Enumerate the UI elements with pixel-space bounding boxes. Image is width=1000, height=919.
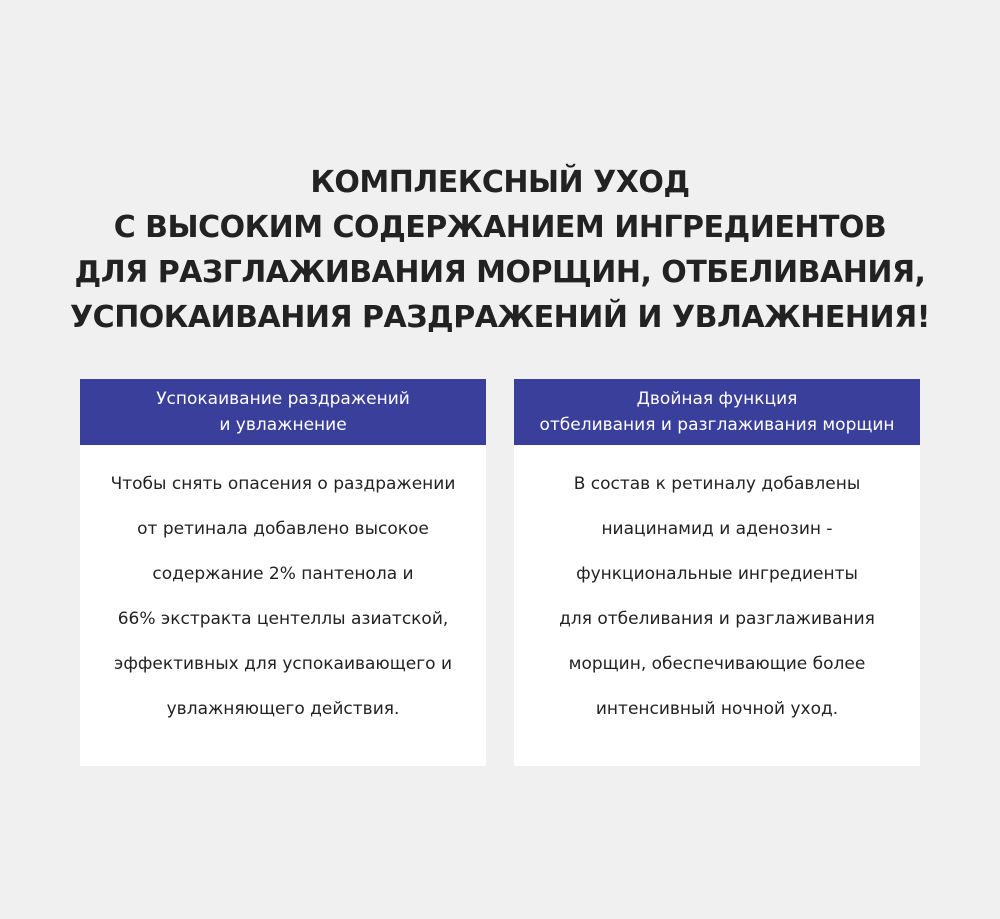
card-text-line: от ретинала добавлено высокое — [137, 519, 429, 539]
card-text-line: интенсивный ночной уход. — [595, 699, 839, 719]
card-text-line: В состав к ретиналу добавлены — [573, 474, 861, 494]
headline-line: С ВЫСОКИМ СОДЕРЖАНИЕМ ИНГРЕДИЕНТОВ — [113, 210, 887, 245]
headline-line: УСПОКАИВАНИЯ РАЗДРАЖЕНИЙ И УВЛАЖНЕНИЯ! — [70, 300, 930, 335]
card-text-line: Чтобы снять опасения о раздражении — [110, 474, 456, 494]
card-text-line: увлажняющего действия. — [166, 699, 400, 719]
card-text-line: морщин, обеспечивающие более — [568, 654, 866, 674]
card-body — [514, 445, 920, 732]
card-header — [514, 379, 920, 445]
card-title-line: Успокаивание раздражений — [156, 389, 410, 409]
card-title-line: отбеливания и разглаживания морщин — [539, 415, 895, 435]
card-text-line: ниацинамид и аденозин - — [601, 519, 833, 539]
soothing-card — [80, 379, 486, 766]
card-text-line: содержание 2% пантенола и — [152, 564, 414, 584]
card-text-line: эффективных для успокаивающего и — [113, 654, 452, 674]
card-title-line: Двойная функция — [636, 389, 798, 409]
card-text-line: 66% экстракта центеллы азиатской, — [117, 609, 449, 629]
card-body — [80, 445, 486, 732]
card-text-line: для отбеливания и разглаживания — [559, 609, 875, 629]
headline-line: ДЛЯ РАЗГЛАЖИВАНИЯ МОРЩИН, ОТБЕЛИВАНИЯ, — [74, 255, 926, 290]
whitening-card — [514, 379, 920, 766]
headline — [0, 160, 1000, 340]
card-header — [80, 379, 486, 445]
card-text-line: функциональные ингредиенты — [576, 564, 858, 584]
card-title-line: и увлажнение — [219, 415, 347, 435]
headline-line: КОМПЛЕКСНЫЙ УХОД — [310, 165, 690, 200]
